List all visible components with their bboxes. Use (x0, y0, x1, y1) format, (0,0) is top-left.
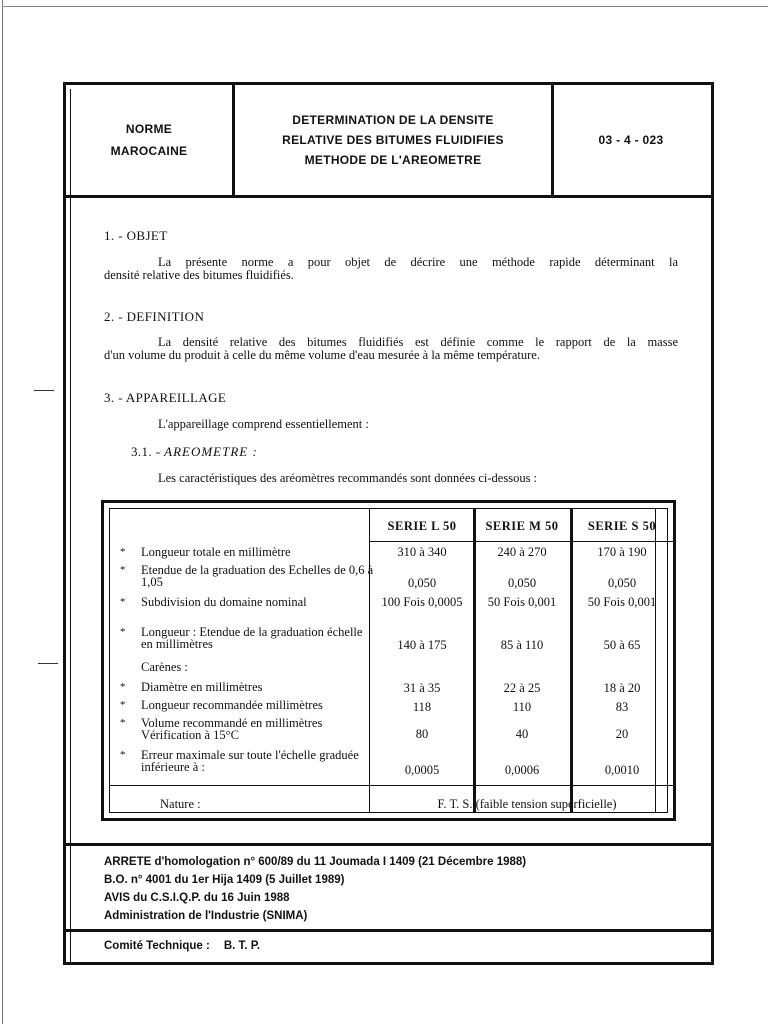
table-cell: 50 Fois 0,001 (487, 595, 557, 609)
section-definition-title: 2. - DEFINITION (104, 309, 205, 324)
row-label-text: Etendue de la graduation des Echelles de 0,6 à 1,05 (141, 563, 374, 589)
row-label (120, 564, 375, 588)
table-cell: 18 à 20 (603, 681, 641, 695)
paragraph-line: d'un volume du produit à celle du même volume d'eau mesurée à la même température. (104, 348, 540, 362)
homologation-block (104, 853, 526, 925)
row-label-text: Longueur recommandée millimètres (141, 698, 323, 712)
homologation-line: Administration de l'Industrie (SNIMA) (104, 910, 308, 922)
paragraph-line: La présente norme a pour objet de décrire une méthode rapide déterminant la (158, 255, 678, 269)
bullet-star: * (120, 749, 126, 761)
homologation-line: AVIS du C.S.I.Q.P. du 16 Juin 1988 (104, 892, 290, 904)
characteristics-table (101, 500, 676, 821)
table-cell: 50 à 65 (603, 638, 641, 652)
row-label (120, 546, 375, 558)
norme-country: MAROCAINE (110, 144, 188, 158)
title-cell (232, 85, 554, 195)
table-cell: 80 (415, 727, 429, 741)
homologation-line: ARRETE d'homologation n° 600/89 du 11 Joumada I 1409 (21 Décembre 1988) (104, 856, 527, 868)
scan-top-edge (2, 6, 768, 7)
subsection-title: AREOMETRE : (164, 444, 258, 459)
title-line: RELATIVE DES BITUMES FLUIDIFIES (282, 133, 504, 147)
table-cell: 310 à 340 (397, 545, 447, 559)
footer-middle-rule (66, 929, 714, 932)
row-label (120, 626, 375, 650)
norme-code: 03 - 4 - 023 (598, 133, 664, 147)
header-row-divider (369, 541, 675, 542)
column-header-serie-m: SERIE M 50 (485, 519, 559, 533)
bullet-star: * (120, 564, 126, 576)
section-objet-text (104, 256, 678, 282)
table-cell: 31 à 35 (403, 681, 441, 695)
table-cell: 0,050 (507, 576, 537, 590)
row-label-text: Longueur : Etendue de la graduation échelle en millimètres (141, 625, 363, 651)
bullet-star: * (120, 626, 126, 638)
column-header-serie-s: SERIE S 50 (587, 519, 657, 533)
bullet-star: * (120, 546, 126, 558)
table-cell: 0,0005 (404, 763, 440, 777)
table-cell: 20 (615, 727, 629, 741)
table-inner-border (109, 508, 668, 813)
table-cell: 0,050 (407, 576, 437, 590)
scan-mark (34, 390, 54, 391)
paragraph-line: densité relative des bitumes fluidifiés. (104, 268, 294, 282)
row-label (120, 749, 375, 773)
homologation-line: B.O. n° 4001 du 1er Hija 1409 (5 Juillet 1989) (104, 874, 345, 886)
scan-mark (38, 663, 58, 664)
row-label-text: Subdivision du domaine nominal (141, 595, 307, 609)
norme-cell (66, 85, 232, 195)
nature-value: F. T. S. (faible tension superficielle) (437, 797, 617, 811)
row-label (120, 681, 375, 693)
header-box (66, 85, 711, 198)
row-label-text: Diamètre en millimètres (141, 680, 263, 694)
table-cell: 0,0006 (504, 763, 540, 777)
row-label-text: Longueur totale en millimètre (141, 545, 291, 559)
table-cell: 140 à 175 (397, 638, 447, 652)
title-line: DETERMINATION DE LA DENSITE (292, 113, 494, 127)
row-label-text: Volume recommandé en millimètres Vérification à 15°C (141, 716, 323, 742)
committee-label: Comité Technique : (104, 940, 210, 952)
section-definition-text (104, 336, 678, 362)
row-label (120, 717, 375, 741)
bullet-star: * (120, 717, 126, 729)
row-label-text: Erreur maximale sur toute l'échelle graduée inférieure à : (141, 748, 359, 774)
row-label (120, 661, 375, 673)
technical-committee (104, 940, 260, 952)
nature-label: Nature : (160, 797, 201, 811)
bullet-star: * (120, 681, 126, 693)
row-label-text: Carènes : (141, 660, 188, 674)
table-cell: 0,050 (607, 576, 637, 590)
row-label (120, 699, 375, 711)
column-header-serie-l: SERIE L 50 (387, 519, 457, 533)
row-label (120, 596, 375, 608)
paragraph-line: La densité relative des bitumes fluidifiés est définie comme le rapport de la masse (158, 335, 678, 349)
table-cell: 100 Fois 0,0005 (381, 595, 463, 609)
scan-edge (2, 0, 3, 1024)
title-line: METHODE DE L'AREOMETRE (304, 153, 482, 167)
footer-top-rule (66, 843, 714, 846)
subsection-areometre (131, 444, 258, 460)
table-cell: 50 Fois 0,001 (587, 595, 657, 609)
table-cell: 170 à 190 (597, 545, 647, 559)
code-cell (551, 85, 711, 195)
nature-row-divider (110, 785, 675, 786)
committee-value: B. T. P. (223, 940, 261, 952)
table-cell: 0,0010 (604, 763, 640, 777)
table-cell: 83 (615, 700, 629, 714)
table-intro: Les caractéristiques des aréomètres recommandés sont données ci-dessous : (158, 471, 538, 485)
table-cell: 40 (515, 727, 529, 741)
subsection-number: 3.1. - (131, 444, 161, 459)
table-cell: 85 à 110 (500, 638, 544, 652)
section-appareillage-title: 3. - APPAREILLAGE (104, 390, 227, 405)
bullet-star: * (120, 596, 126, 608)
table-cell: 240 à 270 (497, 545, 547, 559)
bullet-star: * (120, 699, 126, 711)
appareillage-intro: L'appareillage comprend essentiellement : (158, 417, 369, 431)
table-cell: 110 (512, 700, 532, 714)
norme-label: NORME (125, 122, 173, 136)
table-cell: 118 (412, 700, 432, 714)
table-cell: 22 à 25 (503, 681, 541, 695)
section-objet-title: 1. - OBJET (104, 228, 168, 243)
